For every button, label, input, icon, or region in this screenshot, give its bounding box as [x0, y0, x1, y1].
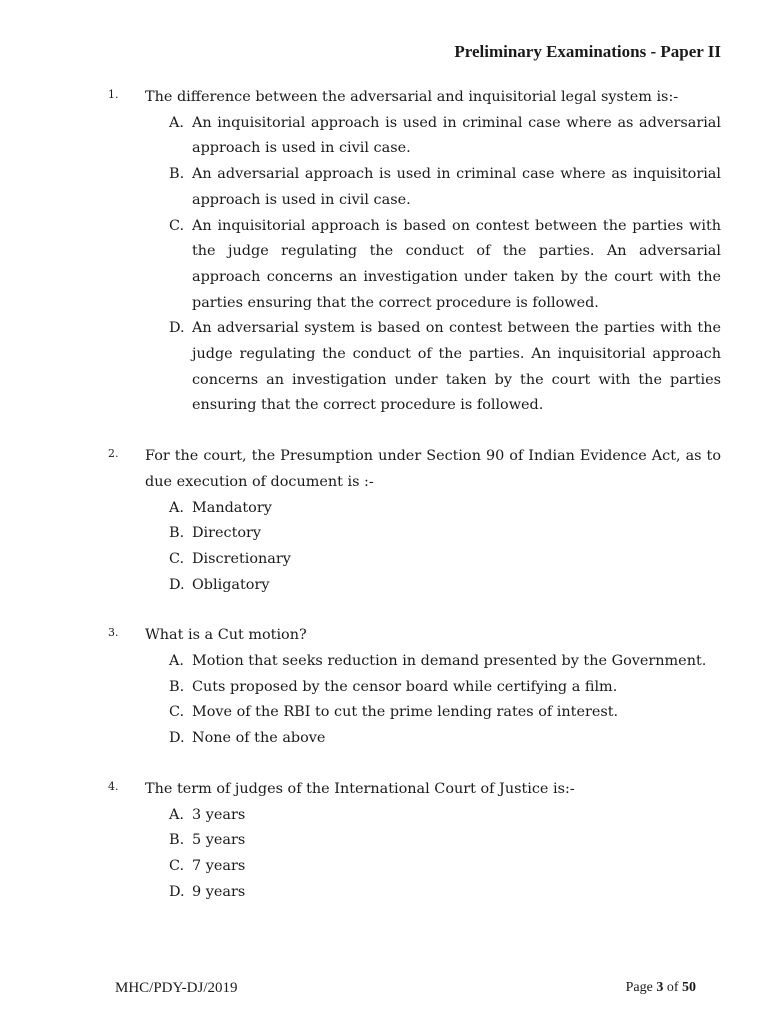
option-letter: C.	[169, 550, 185, 567]
option-d	[169, 880, 721, 906]
option-letter: D.	[169, 883, 185, 900]
option-b	[169, 675, 721, 701]
option-letter: B.	[169, 678, 185, 695]
question-4	[108, 777, 721, 906]
option-text: Cuts proposed by the censor board while certifying a film.	[192, 678, 618, 695]
option-text: Move of the RBI to cut the prime lending rates of interest.	[192, 704, 619, 721]
question-2	[108, 444, 721, 598]
option-text: An adversarial system is based on contest between the parties with the judge regulating the conduct of the parties. An inquisitorial approach concerns an investigation under taken by the court with the parties ensuring that the correct procedure is followed.	[192, 320, 721, 414]
option-letter: A.	[169, 499, 184, 516]
page-of: of	[666, 980, 679, 995]
page-footer	[115, 980, 696, 997]
option-text: An inquisitorial approach is based on contest between the parties with the judge regulating the conduct of the parties. An adversarial approach concerns an investigation under taken by the court with the parties ensuring that the correct procedure is followed.	[192, 217, 721, 311]
option-text: None of the above	[192, 730, 326, 747]
question-text: What is a Cut motion?	[145, 627, 307, 644]
question-text: The term of judges of the International Court of Justice is:-	[145, 780, 575, 797]
option-letter: A.	[169, 114, 184, 131]
document-code: MHC/PDY-DJ/2019	[115, 980, 238, 996]
option-text: Mandatory	[192, 499, 272, 516]
option-a	[169, 803, 721, 829]
option-letter: B.	[169, 525, 185, 542]
option-c	[169, 214, 721, 317]
option-d	[169, 573, 721, 599]
page-header-title: Preliminary Examinations - Paper II	[454, 42, 721, 61]
option-text: An inquisitorial approach is used in criminal case where as adversarial approach is used in civil case.	[192, 114, 721, 157]
option-text: An adversarial approach is used in criminal case where as inquisitorial approach is used in civil case.	[192, 166, 721, 208]
option-text: Discretionary	[192, 550, 291, 567]
question-text: For the court, the Presumption under Section 90 of Indian Evidence Act, as to due execution of document is :-	[145, 448, 721, 490]
option-text: Motion that seeks reduction in demand presented by the Government.	[192, 653, 707, 670]
page-total: 50	[682, 980, 696, 995]
option-a	[169, 496, 721, 522]
option-d	[169, 316, 721, 419]
page-number	[626, 980, 696, 997]
option-c	[169, 854, 721, 880]
option-a	[169, 111, 721, 162]
option-b	[169, 162, 721, 213]
page-label: Page	[625, 980, 653, 995]
option-text: Obligatory	[192, 576, 270, 593]
question-number: 2.	[108, 447, 119, 461]
option-text: 9 years	[192, 883, 246, 900]
option-letter: A.	[169, 806, 184, 823]
question-1	[108, 85, 721, 419]
option-b	[169, 521, 721, 547]
option-letter: A.	[169, 653, 184, 670]
option-text: Directory	[192, 525, 262, 542]
option-a	[169, 649, 721, 675]
question-list	[108, 85, 721, 930]
option-text: 3 years	[192, 806, 246, 823]
option-c	[169, 547, 721, 573]
option-letter: C.	[169, 217, 185, 234]
option-d	[169, 726, 721, 752]
option-letter: D.	[169, 576, 185, 593]
question-number: 3.	[108, 626, 119, 640]
option-c	[169, 700, 721, 726]
option-letter: D.	[169, 320, 185, 337]
option-letter: C.	[169, 857, 185, 874]
option-b	[169, 828, 721, 854]
option-text: 7 years	[192, 857, 246, 874]
question-text: The difference between the adversarial and inquisitorial legal system is:-	[145, 89, 679, 105]
option-text: 5 years	[192, 832, 246, 849]
option-letter: D.	[169, 730, 185, 747]
question-3	[108, 623, 721, 752]
question-number: 1.	[108, 88, 119, 101]
option-letter: C.	[169, 704, 185, 721]
option-letter: B.	[169, 832, 185, 849]
page-current: 3	[656, 980, 664, 995]
question-number: 4.	[108, 779, 119, 793]
option-letter: B.	[169, 166, 185, 183]
